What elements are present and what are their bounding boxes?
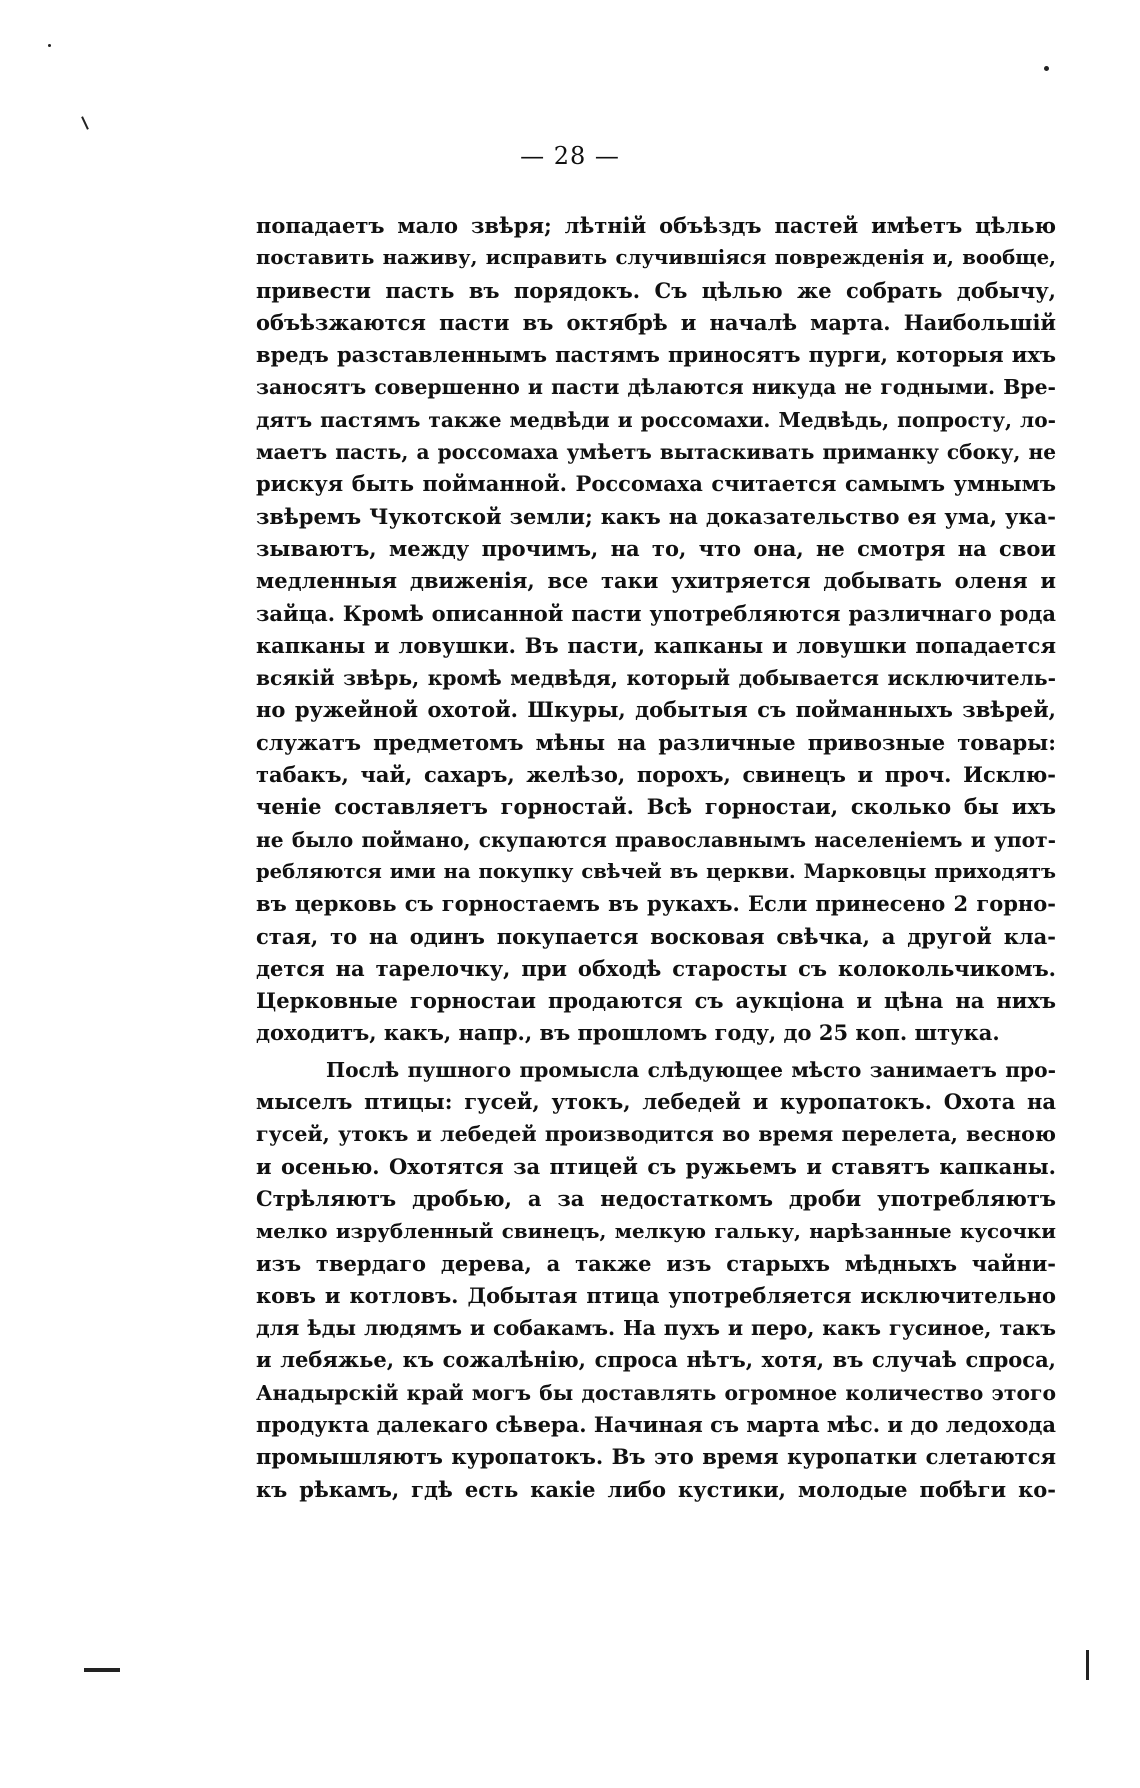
text-line: но ружейной охотой. Шкуры, добытыя съ пойманныхъ звѣрей, (256, 697, 1056, 723)
text-line: маетъ пасть, а россомаха умѣетъ вытаскивать приманку сбоку, не (256, 440, 1056, 465)
text-line: дется на тарелочку, при обходѣ старосты съ колокольчикомъ. (256, 955, 1056, 981)
text-line: заносятъ совершенно и пасти дѣлаются никуда не годными. Вре- (256, 375, 1056, 400)
scan-speck (48, 44, 51, 47)
text-line: промышляютъ куропатокъ. Въ это время куропатки слетаются (256, 1444, 1056, 1470)
text-line: рискуя быть пойманной. Россомаха считается самымъ умнымъ (256, 471, 1056, 497)
text-line: въ церковь съ горностаемъ въ рукахъ. Если принесено 2 горно- (256, 891, 1056, 917)
scan-mark (1086, 1650, 1089, 1680)
text-line: для ѣды людямъ и собакамъ. На пухъ и перо, какъ гусиное, такъ (256, 1316, 1056, 1341)
text-line: табакъ, чай, сахаръ, желѣзо, порохъ, свинецъ и проч. Исклю- (256, 762, 1056, 788)
paragraph-start-line: Послѣ пушного промысла слѣдующее мѣсто занимаетъ про- (326, 1057, 1056, 1082)
text-line: Стрѣляютъ дробью, а за недостаткомъ дроби употребляютъ (256, 1185, 1056, 1211)
body-text (256, 210, 1056, 1506)
text-line: всякій звѣрь, кромѣ медвѣдя, который добывается исключитель- (256, 666, 1056, 691)
text-line: ченіе составляетъ горностай. Всѣ горностаи, сколько бы ихъ (256, 794, 1056, 820)
text-line: вредъ разставленнымъ пастямъ приносятъ пурги, которыя ихъ (256, 342, 1056, 368)
paragraph-end-line: доходитъ, какъ, напр., въ прошломъ году, до 25 коп. штука. (256, 1020, 1000, 1046)
text-line: ковъ и котловъ. Добытая птица употребляется исключительно (256, 1282, 1056, 1308)
text-line: звѣремъ Чукотской земли; какъ на доказательство ея ума, ука- (256, 503, 1056, 529)
text-line: капканы и ловушки. Въ пасти, капканы и ловушки попадается (256, 632, 1056, 658)
text-line: Церковные горностаи продаются съ аукціона и цѣна на нихъ (256, 988, 1056, 1014)
scan-mark (81, 116, 89, 130)
text-line: гусей, утокъ и лебедей производится во время перелета, весною (256, 1122, 1056, 1147)
text-line: къ рѣкамъ, гдѣ есть какіе либо кустики, молодые побѣги ко- (256, 1476, 1056, 1502)
text-line: привести пасть въ порядокъ. Съ цѣлью же собрать добычу, (256, 277, 1056, 303)
text-line: ребляются ими на покупку свѣчей въ церкви. Марковцы приходятъ (256, 859, 1056, 883)
text-line: стая, то на одинъ покупается восковая свѣчка, а другой кла- (256, 923, 1056, 949)
text-line: служатъ предметомъ мѣны на различные привозные товары: (256, 729, 1056, 755)
text-line: дятъ пастямъ также медвѣди и россомахи. Медвѣдь, попросту, ло- (256, 407, 1056, 432)
scan-mark (84, 1668, 120, 1672)
text-line: Анадырскій край могъ бы доставлять огромное количество этого (256, 1380, 1056, 1405)
text-line: зываютъ, между прочимъ, на то, что она, не смотря на свои (256, 535, 1056, 561)
text-line: медленныя движенія, все таки ухитряется добывать оленя и (256, 568, 1056, 594)
text-line: не было поймано, скупаются православнымъ населеніемъ и упот- (256, 827, 1056, 852)
text-line: мыселъ птицы: гусей, утокъ, лебедей и куропатокъ. Охота на (256, 1089, 1056, 1115)
text-line: поставить наживу, исправить случившіяся поврежденія и, вообще, (256, 246, 1056, 270)
text-line: изъ твердаго дерева, а также изъ старыхъ мѣдныхъ чайни- (256, 1250, 1056, 1276)
text-line: попадаетъ мало звѣря; лѣтній объѣздъ пастей имѣетъ цѣлью (256, 213, 1056, 238)
text-line: и лебяжье, къ сожалѣнію, спроса нѣтъ, хотя, въ случаѣ спроса, (256, 1347, 1056, 1373)
text-line: и осенью. Охотятся за птицей съ ружьемъ и ставятъ капканы. (256, 1153, 1056, 1179)
text-line: продукта далекаго сѣвера. Начиная съ марта мѣс. и до ледохода (256, 1411, 1056, 1437)
text-line: зайца. Кромѣ описанной пасти употребляются различнаго рода (256, 600, 1056, 626)
scan-speck (1044, 66, 1049, 71)
text-line: объѣзжаются пасти въ октябрѣ и началѣ марта. Наибольшій (256, 309, 1056, 335)
text-line: мелко изрубленный свинецъ, мелкую гальку, нарѣзанные кусочки (256, 1219, 1056, 1244)
page-number: — 28 — (520, 142, 620, 170)
